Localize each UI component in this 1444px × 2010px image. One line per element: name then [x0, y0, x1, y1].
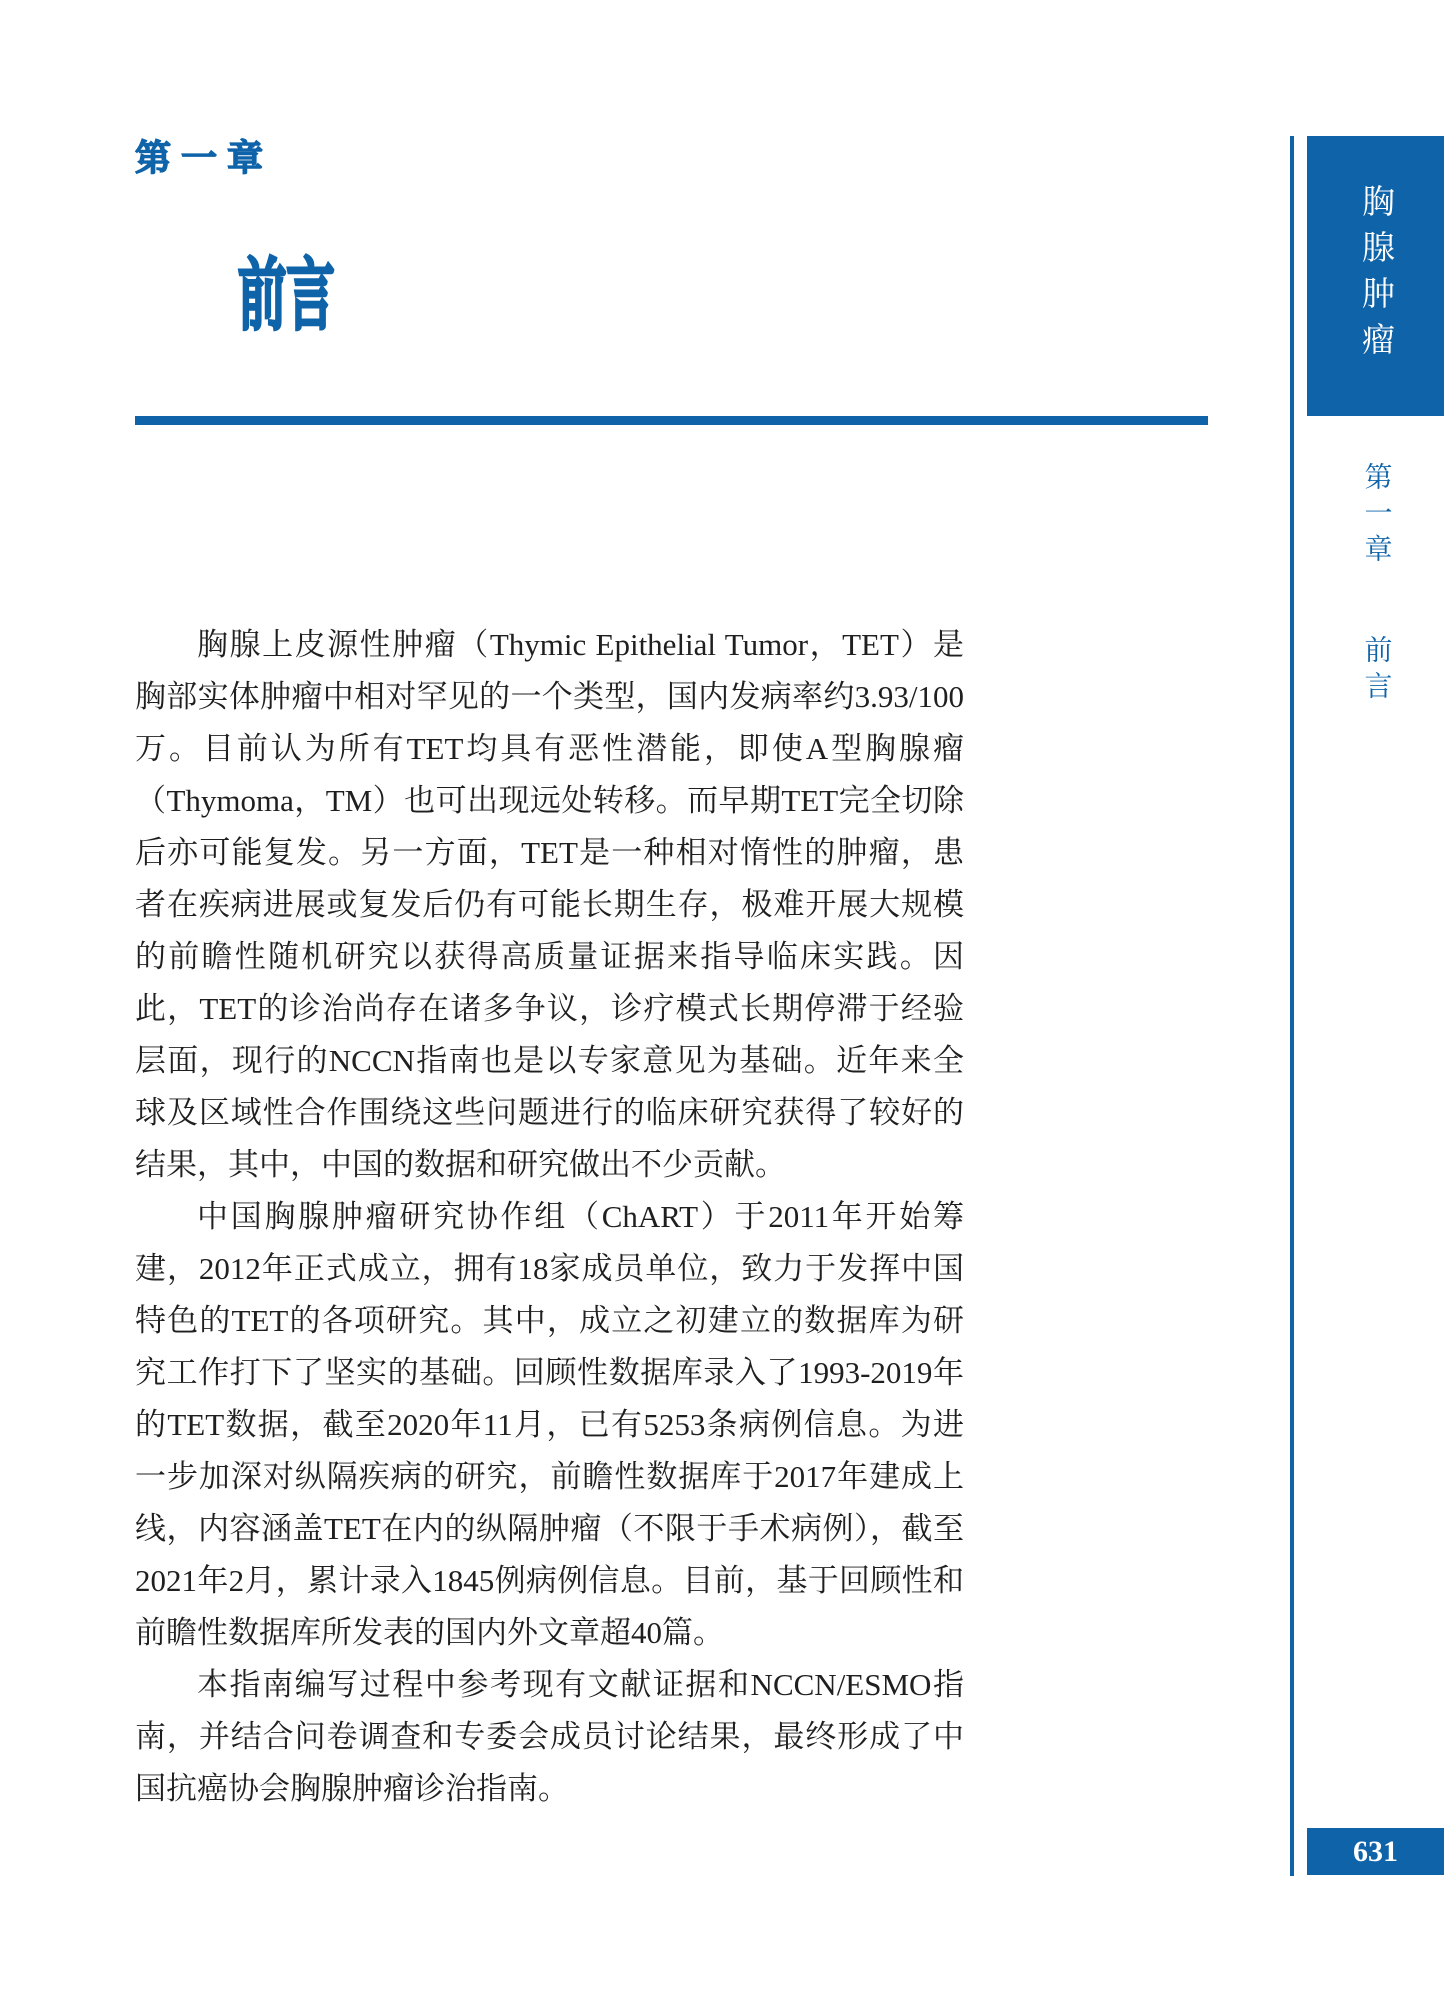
paragraph: 中国胸腺肿瘤研究协作组（ChART）于2011年开始筹建，2012年正式成立，拥有18家成员单位，致力于发挥中国特色的TET的各项研究。其中，成立之初建立的数据库为研究工作打下了坚实的基础。回顾性数据库录入了1993-2019年的TET数据，截至2020年11月，已有5253条病例信息。为进一步加深对纵隔疾病的研究，前瞻性数据库于2017年建成上线，内容涵盖TET在内的纵隔肿瘤（不限于手术病例），截至2021年2月，累计录入1845例病例信息。目前，基于回顾性和前瞻性数据库所发表的国内外文章超40篇。	[135, 1199, 964, 1650]
sidebar-vertical-rule	[1290, 136, 1294, 1876]
body-text	[135, 619, 964, 1815]
sidebar-chapter-ref: 第一章	[1360, 462, 1392, 570]
sidebar-chapter-text	[1356, 462, 1396, 707]
title-rule-divider	[135, 416, 1208, 425]
page-number-tab	[1307, 1828, 1444, 1875]
page-title: 前言	[238, 251, 335, 339]
sidebar-book-title-tab	[1307, 136, 1444, 416]
chapter-heading: 第一章	[135, 137, 274, 178]
sidebar-chapter-marker	[1307, 462, 1444, 707]
paragraph: 本指南编写过程中参考现有文献证据和NCCN/ESMO指南，并结合问卷调查和专委会成员讨论结果，最终形成了中国抗癌协会胸腺肿瘤诊治指南。	[135, 1667, 964, 1806]
sidebar-book-title: 胸腺肿瘤	[1357, 184, 1393, 368]
paragraph: 胸腺上皮源性肿瘤（Thymic Epithelial Tumor，TET）是胸部实体肿瘤中相对罕见的一个类型，国内发病率约3.93/100万。目前认为所有TET均具有恶性潜能，即使A型胸腺瘤（Thymoma，TM）也可出现远处转移。而早期TET完全切除后亦可能复发。另一方面，TET是一种相对惰性的肿瘤，患者在疾病进展或复发后仍有可能长期生存，极难开展大规模的前瞻性随机研究以获得高质量证据来指导临床实践。因此，TET的诊治尚存在诸多争议，诊疗模式长期停滞于经验层面，现行的NCCN指南也是以专家意见为基础。近年来全球及区域性合作围绕这些问题进行的临床研究获得了较好的结果，其中，中国的数据和研究做出不少贡献。	[135, 627, 964, 1182]
page-number: 631	[1353, 1834, 1398, 1868]
sidebar-section-ref: 前言	[1360, 635, 1392, 707]
